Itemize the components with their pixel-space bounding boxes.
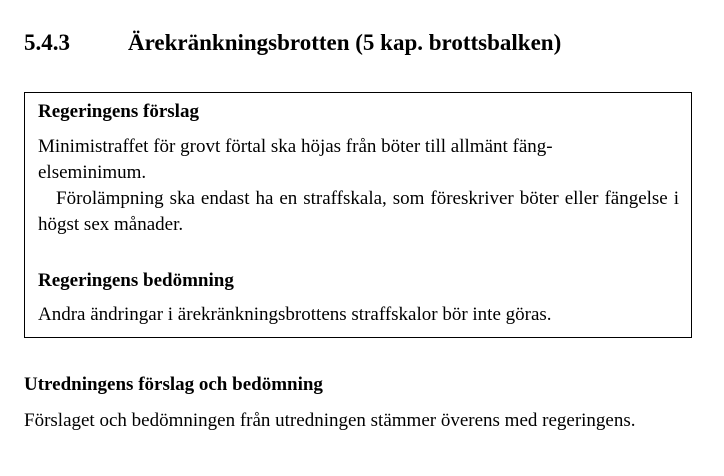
inquiry-paragraph: Förslaget och bedömningen från utredningen stämmer överens med regeringens.: [24, 410, 636, 431]
section-title: Ärekränkningsbrotten (5 kap. brottsbalken): [128, 30, 562, 55]
inquiry-heading: Utredningens förslag och bedömning: [24, 374, 323, 395]
assessment-paragraph: Andra ändringar i ärekränkningsbrottens straffskalor bör inte göras.: [38, 304, 552, 325]
government-proposal-box: [24, 92, 692, 338]
assessment-heading: Regeringens bedömning: [38, 270, 234, 291]
proposal-paragraph-2: Förolämpning ska endast ha en straffskala, som föreskriver böter eller fängelse i högst sex månader.: [38, 188, 679, 235]
proposal-heading: Regeringens förslag: [38, 101, 199, 122]
section-number: 5.4.3: [24, 30, 70, 55]
proposal-paragraph-1: Minimistraffet för grovt förtal ska höjas från böter till allmänt fäng- elseminimum.: [38, 136, 553, 183]
section-heading: [24, 28, 561, 58]
